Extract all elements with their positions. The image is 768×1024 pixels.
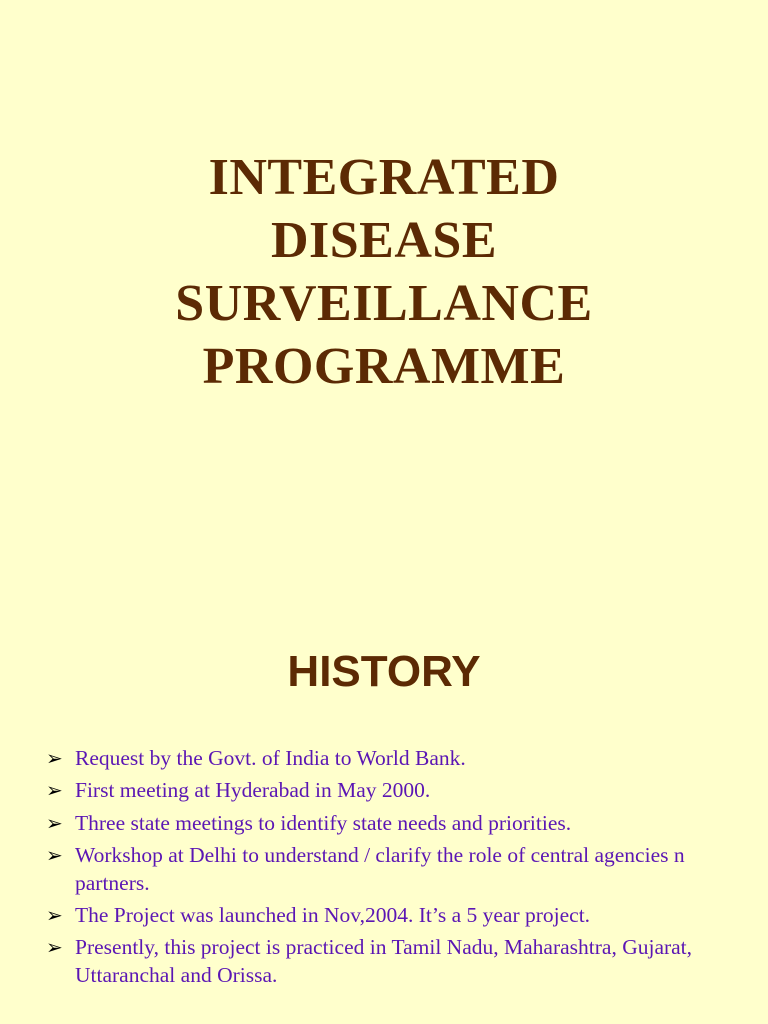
- history-bullet: [46, 901, 746, 929]
- history-bullet-text: First meeting at Hyderabad in May 2000.: [75, 778, 431, 803]
- history-bullet: [46, 809, 746, 837]
- arrow-bullet-icon: ➢: [46, 778, 63, 803]
- history-bullet-text: Workshop at Delhi to understand / clarify the role of central agencies n partners.: [75, 842, 685, 895]
- history-bullet-list: [46, 744, 746, 994]
- arrow-bullet-icon: ➢: [46, 903, 63, 928]
- history-slide: [0, 600, 768, 1024]
- title-line: SURVEILLANCE: [175, 275, 593, 332]
- arrow-bullet-icon: ➢: [46, 842, 63, 867]
- arrow-bullet-icon: ➢: [46, 810, 63, 835]
- history-heading: HISTORY: [287, 647, 481, 696]
- history-bullet: [46, 841, 746, 897]
- history-bullet: [46, 933, 746, 989]
- history-bullet-text: Presently, this project is practiced in Tamil Nadu, Maharashtra, Gujarat, Uttaranchal and Orissa.: [75, 935, 693, 988]
- arrow-bullet-icon: ➢: [46, 746, 63, 770]
- history-bullet-text: Three state meetings to identify state needs and priorities.: [75, 810, 572, 835]
- title-line: PROGRAMME: [202, 338, 566, 395]
- history-bullet: [46, 776, 746, 804]
- title-line: INTEGRATED: [208, 149, 560, 206]
- arrow-bullet-icon: ➢: [46, 935, 63, 960]
- history-bullet: [46, 744, 746, 772]
- history-bullet-text: Request by the Govt. of India to World Bank.: [75, 746, 466, 770]
- title-line: DISEASE: [270, 212, 498, 269]
- slide-title: [0, 146, 768, 398]
- history-bullet-text: The Project was launched in Nov,2004. It’s a 5 year project.: [75, 903, 591, 928]
